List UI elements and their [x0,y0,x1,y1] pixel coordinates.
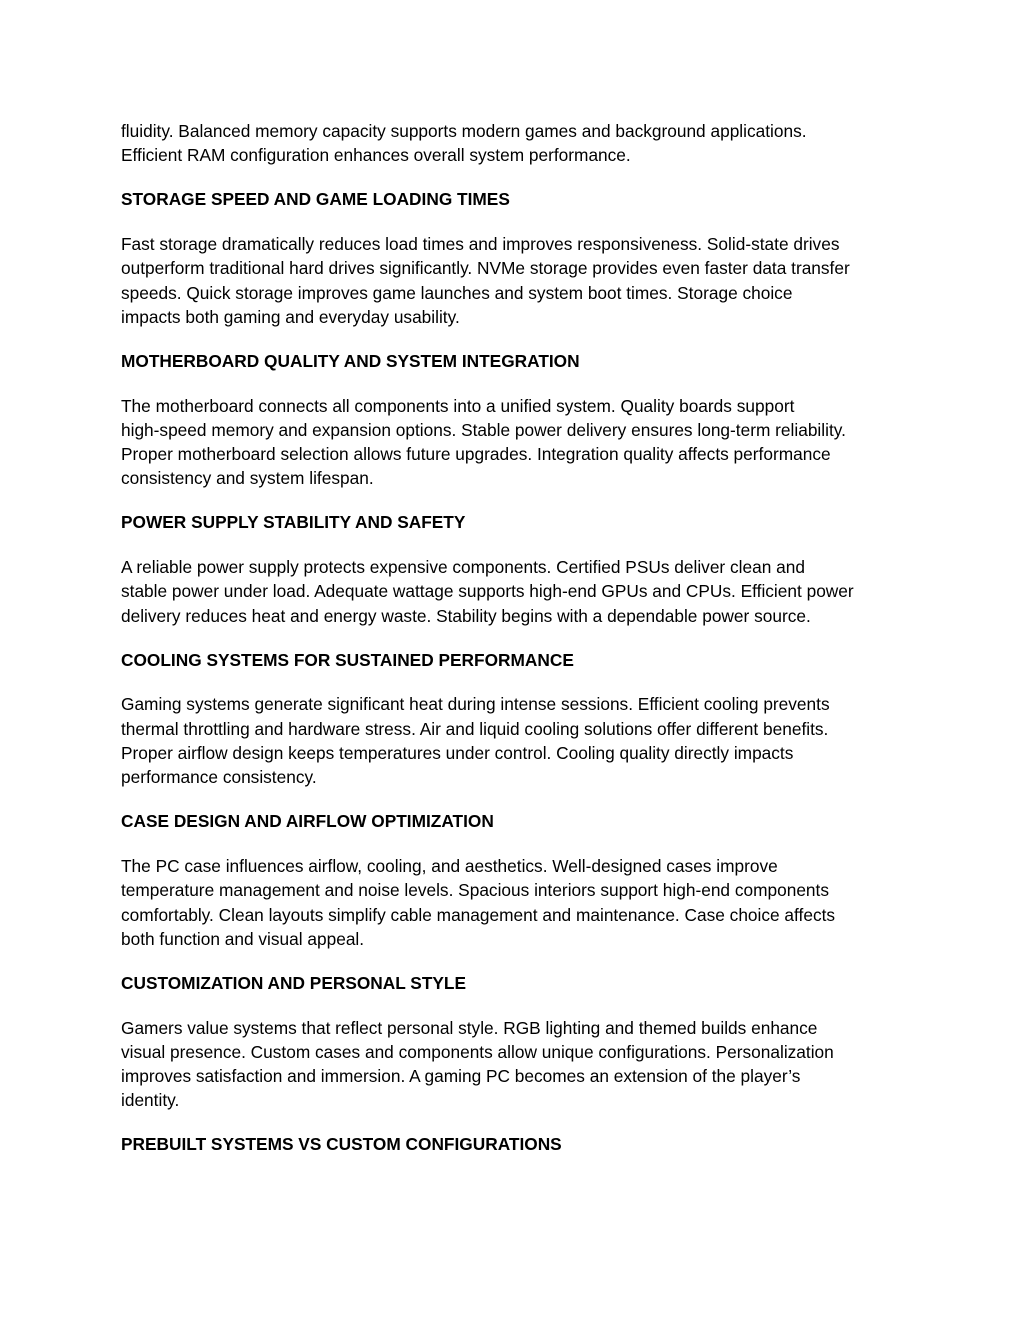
section-body-cooling: Gaming systems generate significant heat during intense sessions. Efficient cooling prevents thermal throttling and hardware stress. Air and liquid cooling solutions offer different benefits. Proper airflow design keeps temperatures under control. Cooling quality directly impacts performance consistency. [121,694,830,788]
section-heading-prebuilt-vs-custom: PREBUILT SYSTEMS VS CUSTOM CONFIGURATIONS [121,1134,562,1155]
section-heading-power-supply: POWER SUPPLY STABILITY AND SAFETY [121,512,466,533]
section-body-power-supply: A reliable power supply protects expensive components. Certified PSUs deliver clean and stable power under load. Adequate wattage supports high-end GPUs and CPUs. Efficient power delivery reduces heat and energy waste. Stability begins with a dependable power source. [121,557,854,626]
section-body-case-design: The PC case influences airflow, cooling, and aesthetics. Well-designed cases improve temperature management and noise levels. Spacious interiors support high-end components comfortably. Clean layouts simplify cable management and maintenance. Case choice affects both function and visual appeal. [121,856,836,949]
section-body-storage: Fast storage dramatically reduces load times and improves responsiveness. Solid-state drives outperform traditional hard drives significantly. NVMe storage provides even faster data transfer speeds. Quick storage improves game launches and system boot times. Storage choice impacts both gaming and everyday usability. [121,233,850,327]
document-page [121,119,911,1157]
section-heading-storage: STORAGE SPEED AND GAME LOADING TIMES [121,189,510,210]
section-body-customization: Gamers value systems that reflect personal style. RGB lighting and themed builds enhance visual presence. Custom cases and components allow unique configurations. Personalization improves satisfaction and immersion. A gaming PC becomes an extension of the player’s identity. [121,1017,834,1111]
section-heading-motherboard: MOTHERBOARD QUALITY AND SYSTEM INTEGRATION [121,350,580,371]
intro-paragraph: fluidity. Balanced memory capacity supports modern games and background applications. Efficient RAM configuration enhances overall system performance. [121,121,807,166]
section-heading-customization: CUSTOMIZATION AND PERSONAL STYLE [121,972,466,993]
section-heading-cooling: COOLING SYSTEMS FOR SUSTAINED PERFORMANCE [121,649,574,670]
section-body-motherboard: The motherboard connects all components into a unified system. Quality boards support high-speed memory and expansion options. Stable power delivery ensures long-term reliability. Proper motherboard selection allows future upgrades. Integration quality affects performance consistency and system lifespan. [121,395,846,489]
section-heading-case-design: CASE DESIGN AND AIRFLOW OPTIMIZATION [121,811,494,832]
